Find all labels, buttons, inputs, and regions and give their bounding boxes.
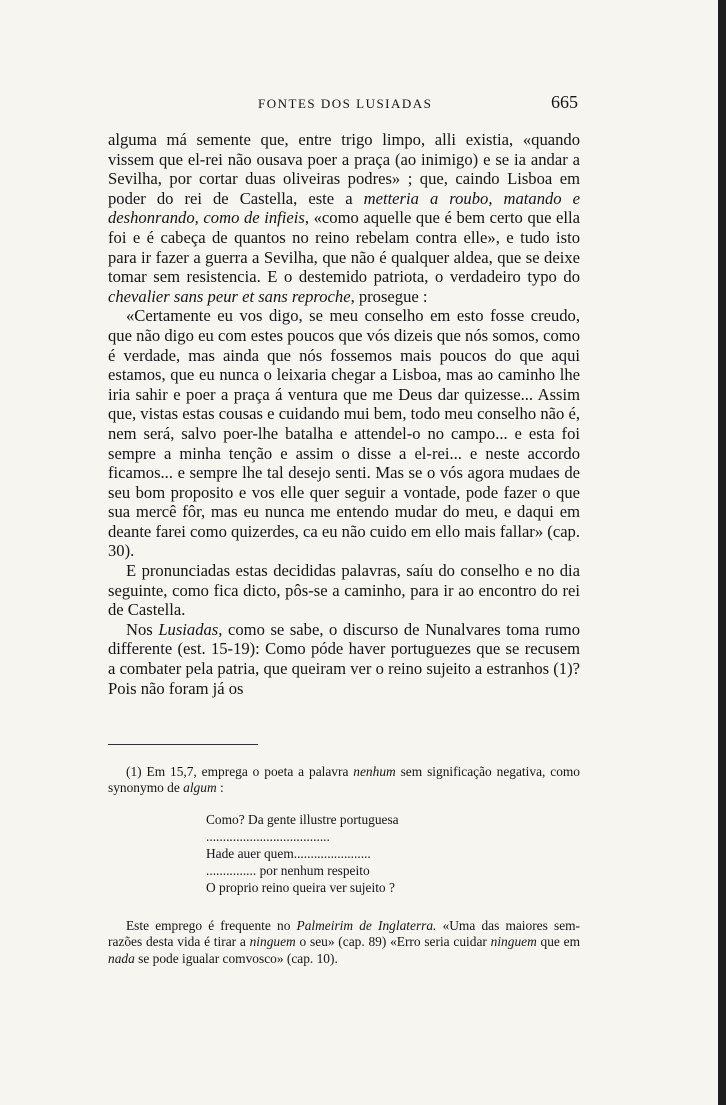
verse-line: ............... por nenhum respeito [206, 862, 370, 878]
footnote-tail-text-d: que em [536, 934, 581, 950]
footnote-intro [108, 764, 580, 797]
paragraph-1-text-c: , prosegue : [350, 286, 428, 306]
running-title: FONTES DOS LUSIADAS [258, 96, 433, 111]
paragraph-4 [108, 620, 580, 698]
footnote-tail-italic-b: ninguem [249, 934, 296, 950]
footnote-tail-italic-d: nada [108, 950, 135, 966]
footnote [108, 764, 580, 967]
paragraph-2-quote: «Certamente eu vos digo, se meu conselho em esto fosse creudo, que não digo eu com estes poucos que vós dizeis que nós somos, como é verdade, mas ainda que nós fossemos mais poucos do que aqui estamos, que eu nunca o leixaria chegar a Lisboa, mas ao caminho lhe iria sahir e poer a praça á ventura que me Deus dar quizesse... Assim que, vistas estas cousas e cuidando mui bem, todo meu conselho não é, nem será, salvo poer-lhe batalha e attendel-o no campo... e esta foi sempre a minha tenção e assim o disse a el-rei... e neste accordo ficamos... e sempre lhe tal desejo senti. Mas se o vós agora mudaes de seu bom proposito e vos elle quer seguir a vontade, pode fazer o que sua mercê fôr, mas eu nunca me entendo mudar do meu, e daqui em deante farei como quizerdes, ca eu não cuido em ello mais fallar» (cap. 30). [108, 306, 580, 561]
verse-quote [206, 811, 580, 896]
page-number: 665 [551, 92, 578, 112]
footnote-colon: : [216, 780, 224, 796]
running-header [108, 92, 578, 120]
footnote-word-algum: algum [183, 780, 217, 796]
paragraph-4-text-a: Nos [126, 619, 159, 639]
footnote-tail [108, 918, 580, 967]
footnote-divider [108, 744, 258, 745]
paragraph-1-text-a: alguma má semente que, entre trigo limpo, alli existia, «quando vissem que el-rei não ousava poer a praça (ao inimigo) e se ia andar a Sevilha, por cortar duas oliveiras podres» ; que, caindo Lisboa em poder do rei de Castella, este a [108, 130, 580, 208]
footnote-tail-text-c: o seu» (cap. 89) «Erro seria cuidar [295, 934, 491, 950]
paragraph-4-italic: Lusiadas, [158, 619, 223, 639]
footnote-tail-text-b: «Uma das maiores sem-razões desta vida é tirar a [108, 917, 581, 950]
footnote-lead: (1) Em 15,7, emprega o poeta a palavra [126, 764, 354, 779]
main-text [108, 130, 580, 698]
verse-line: Como? Da gente illustre portuguesa [206, 811, 399, 827]
paragraph-1-italic-b: chevalier sans peur et sans reproche [108, 286, 351, 306]
scan-edge-shadow [718, 0, 726, 1105]
paragraph-4-text-b: como se sabe, o discurso de Nunalvares toma rumo differente (est. 15-19): Como póde haver portuguezes que se recusem a combater pela patria, que queiram ver o reino sujeito a estranhos (1)? Pois não foram já os [108, 619, 580, 698]
paragraph-3: E pronunciadas estas decididas palavras, saíu do conselho e no dia seguinte, como fica dicto, pôs-se a caminho, para ir ao encontro do rei de Castella. [108, 561, 580, 620]
paragraph-1 [108, 130, 580, 306]
paragraph-1-italic-a: metteria a roubo, matando e deshonrando, como de infieis [108, 188, 580, 228]
footnote-word-nenhum: nenhum [353, 764, 396, 779]
footnote-tail-italic-a: Palmeirim de Inglaterra. [296, 917, 437, 933]
footnote-mid: sem significação negativa, como synonymo de [108, 764, 581, 796]
paragraph-1-text-b: , «como aquelle que é bem certo que ella foi e é cabeça de quantos no reino rebelam contra elle», e tudo isto para ir fazer a guerra a Sevilha, que não é qualquer aldea, que se deixe tomar sem resistencia. E o destemido patriota, o verdadeiro typo do [108, 208, 581, 287]
footnote-tail-italic-c: ninguem [490, 934, 537, 950]
footnote-tail-text-a: Este emprego é frequente no [126, 917, 297, 933]
verse-line: ..................................... [206, 828, 330, 844]
verse-line: O proprio reino queira ver sujeito ? [206, 879, 395, 895]
verse-line: Hade auer quem....................... [206, 845, 371, 861]
footnote-tail-text-e: se pode igualar comvosco» (cap. 10). [134, 950, 338, 966]
